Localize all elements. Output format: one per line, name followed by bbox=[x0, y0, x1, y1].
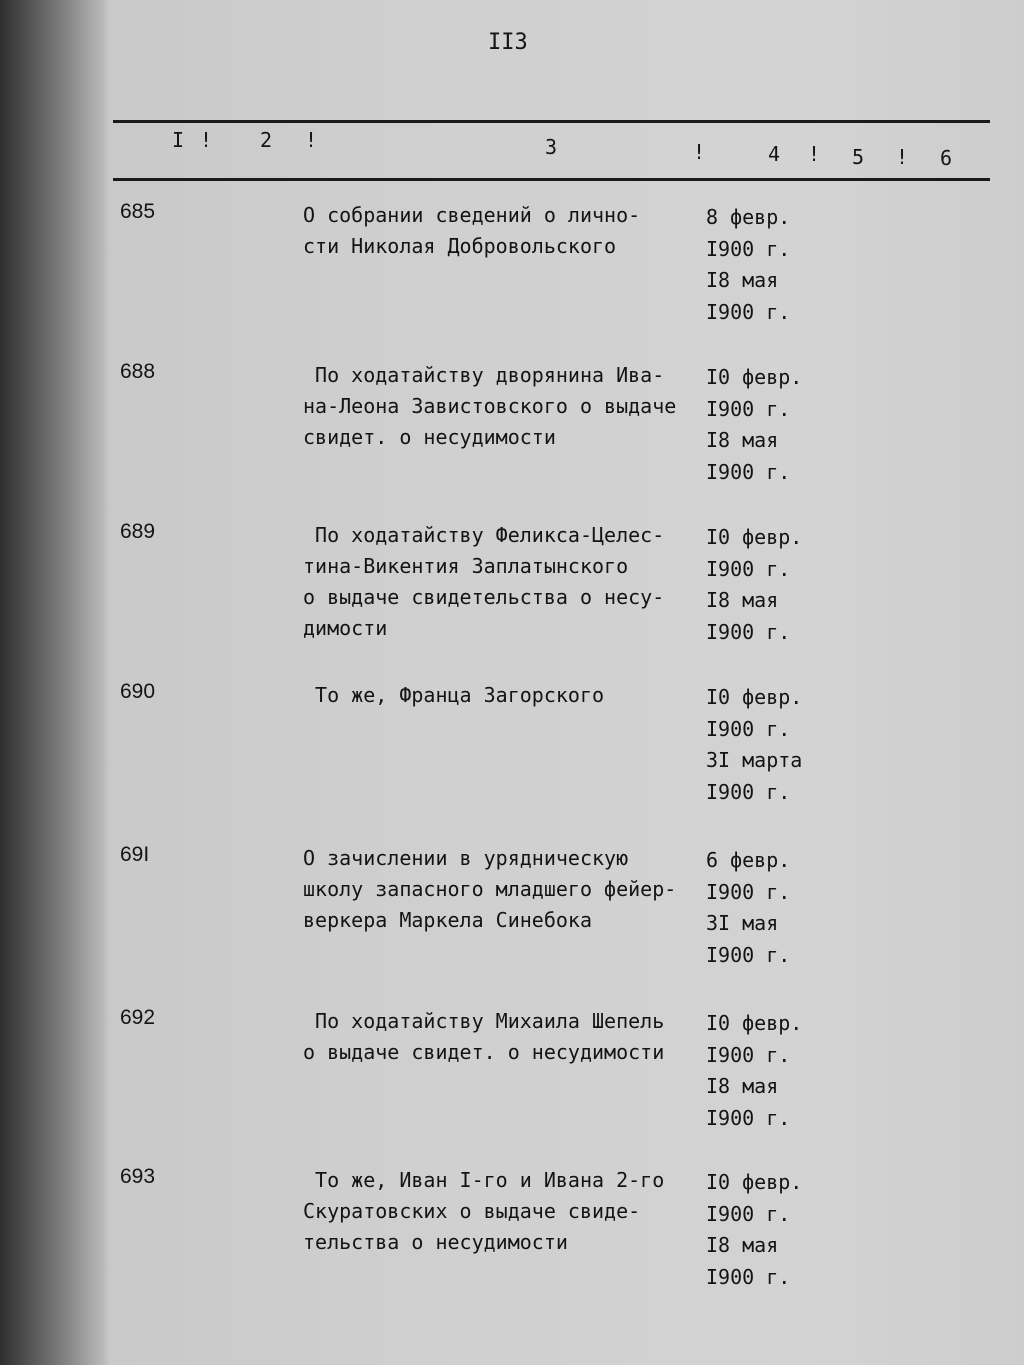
description-line: То же, Иван I-го и Ивана 2-го bbox=[303, 1168, 665, 1192]
header-sep: ! bbox=[305, 128, 318, 152]
case-number: 689 bbox=[120, 520, 156, 543]
description-line: о выдаче свидетельства о несу- bbox=[303, 585, 665, 609]
description-line: тина-Викентия Заплатынского bbox=[303, 554, 629, 578]
description-line: О собрании сведений о лично- bbox=[303, 203, 641, 227]
description-line: По ходатайству Феликса-Целес- bbox=[303, 523, 665, 547]
case-number: 690 bbox=[120, 680, 156, 703]
date-line: I900 г. bbox=[706, 396, 791, 421]
date-line: I900 г. bbox=[706, 459, 791, 484]
date-line: I8 мая bbox=[706, 268, 779, 292]
date-line: I900 г. bbox=[706, 619, 791, 644]
case-dates bbox=[706, 202, 790, 328]
header-sep: ! bbox=[200, 128, 213, 152]
date-line: I8 мая bbox=[706, 428, 779, 452]
description-line: О зачислении в урядническую bbox=[303, 846, 629, 870]
header-col-1: I bbox=[172, 128, 185, 152]
date-line: I900 г. bbox=[706, 879, 791, 904]
case-description bbox=[303, 1006, 664, 1068]
date-line: I8 мая bbox=[706, 1074, 779, 1098]
header-sep: ! bbox=[808, 142, 821, 166]
date-line: I0 февр. bbox=[706, 1011, 803, 1035]
header-col-2: 2 bbox=[260, 128, 273, 152]
case-number: 688 bbox=[120, 360, 156, 383]
header-col-6: 6 bbox=[940, 146, 953, 170]
case-number: 692 bbox=[120, 1006, 156, 1029]
case-description bbox=[303, 360, 676, 453]
date-line: 6 февр. bbox=[706, 848, 791, 872]
header-sep: ! bbox=[693, 140, 706, 164]
case-number: 69I bbox=[120, 843, 150, 866]
date-line: I900 г. bbox=[706, 1264, 791, 1289]
date-line: 3I мая bbox=[706, 911, 779, 935]
header-col-3: 3 bbox=[545, 135, 558, 159]
date-line: I900 г. bbox=[706, 236, 791, 261]
description-line: сти Николая Добровольского bbox=[303, 234, 617, 258]
date-line: I900 г. bbox=[706, 299, 791, 324]
case-dates bbox=[706, 682, 802, 808]
description-line: на-Леона Завистовского о выдаче bbox=[303, 394, 677, 418]
date-line: I900 г. bbox=[706, 556, 791, 581]
case-description bbox=[303, 520, 664, 644]
case-description bbox=[303, 200, 640, 262]
description-line: школу запасного младшего фейер- bbox=[303, 877, 677, 901]
case-description bbox=[303, 843, 676, 936]
date-line: I900 г. bbox=[706, 1042, 791, 1067]
description-line: о выдаче свидет. о несудимости bbox=[303, 1040, 665, 1064]
date-line: I0 февр. bbox=[706, 365, 803, 389]
date-line: I0 февр. bbox=[706, 685, 803, 709]
date-line: I0 февр. bbox=[706, 1170, 803, 1194]
date-line: I900 г. bbox=[706, 716, 791, 741]
header-col-5: 5 bbox=[852, 145, 865, 169]
header-sep: ! bbox=[896, 145, 909, 169]
description-line: По ходатайству дворянина Ива- bbox=[303, 363, 665, 387]
description-line: свидет. о несудимости bbox=[303, 425, 556, 449]
date-line: I8 мая bbox=[706, 588, 779, 612]
date-line: I900 г. bbox=[706, 942, 791, 967]
date-line: I900 г. bbox=[706, 1105, 791, 1130]
case-number: 685 bbox=[120, 200, 156, 223]
table-top-rule bbox=[113, 120, 990, 123]
case-dates bbox=[706, 1008, 802, 1134]
case-description bbox=[303, 680, 604, 711]
case-description bbox=[303, 1165, 664, 1258]
book-spine-shadow bbox=[0, 0, 100, 1365]
date-line: 8 февр. bbox=[706, 205, 791, 229]
case-dates bbox=[706, 1167, 802, 1293]
header-col-4: 4 bbox=[768, 142, 781, 166]
date-line: I900 г. bbox=[706, 1201, 791, 1226]
case-number: 693 bbox=[120, 1165, 156, 1188]
date-line: I0 февр. bbox=[706, 525, 803, 549]
description-line: По ходатайству Михаила Шепель bbox=[303, 1009, 665, 1033]
date-line: 3I марта bbox=[706, 748, 803, 772]
date-line: I900 г. bbox=[706, 779, 791, 804]
description-line: Скуратовских о выдаче свиде- bbox=[303, 1199, 641, 1223]
case-dates bbox=[706, 362, 802, 488]
description-line: димости bbox=[303, 616, 388, 640]
case-dates bbox=[706, 845, 790, 971]
case-dates bbox=[706, 522, 802, 648]
description-line: тельства о несудимости bbox=[303, 1230, 568, 1254]
table-header-rule bbox=[113, 178, 990, 181]
page-number: II3 bbox=[488, 30, 528, 55]
date-line: I8 мая bbox=[706, 1233, 779, 1257]
description-line: То же, Франца Загорского bbox=[303, 683, 605, 707]
description-line: веркера Маркела Синебока bbox=[303, 908, 592, 932]
